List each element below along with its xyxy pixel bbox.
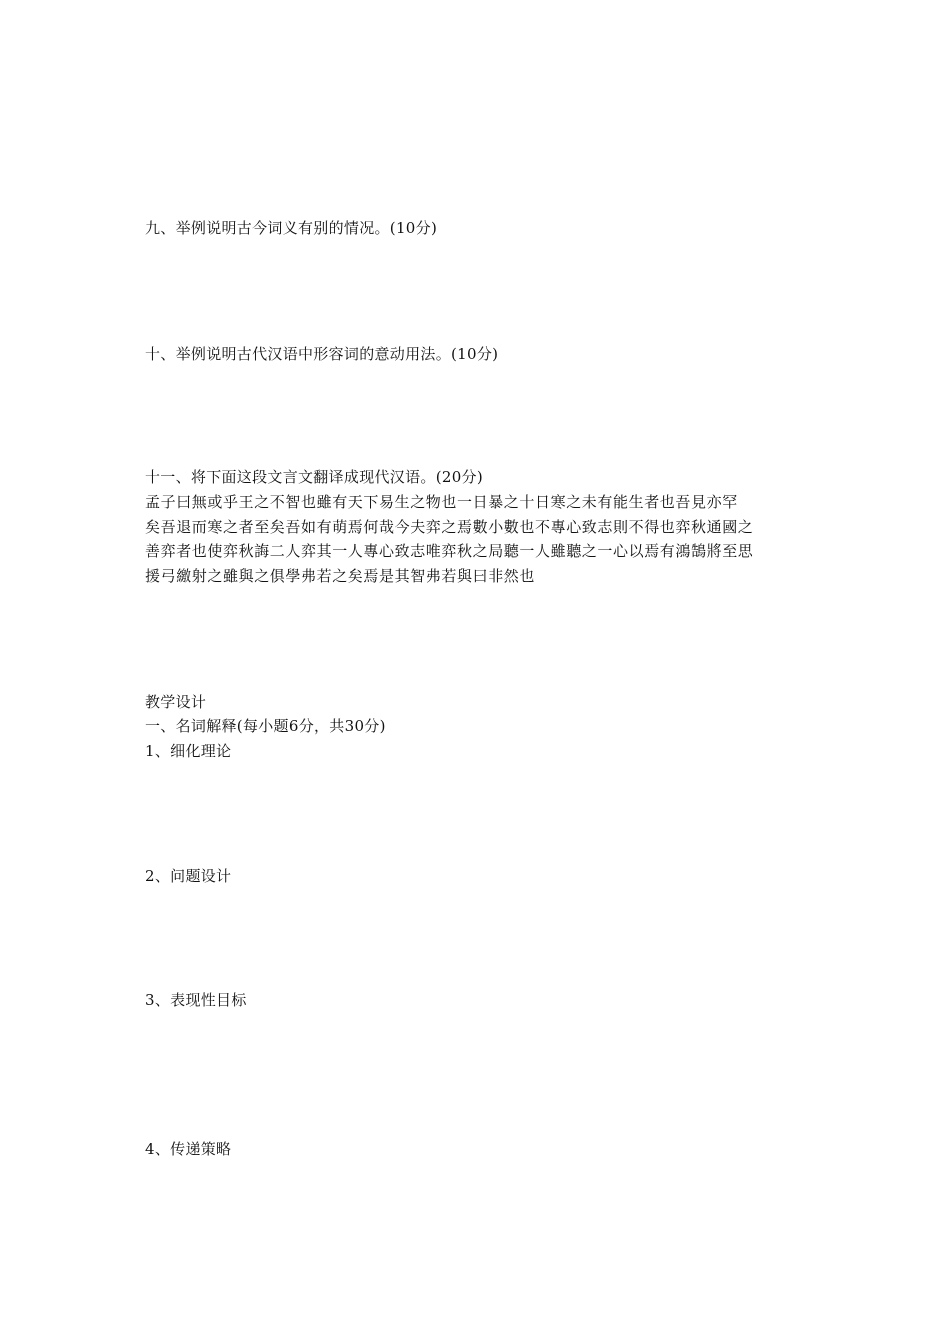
passage-line: 矣吾退而寒之者至矣吾如有萌焉何哉今夫弈之焉數小數也不專心致志則不得也弈秋通國之 [145, 517, 754, 536]
passage-line: 援弓繳射之雖與之俱學弗若之矣焉是其智弗若與曰非然也 [145, 566, 536, 585]
term-item-3: 3、表现性目标 [145, 991, 247, 1009]
question-11: 十一、将下面这段文言文翻译成现代汉语。(20分) [145, 468, 483, 486]
section-heading-term-explanation: 一、名词解释(每小题6分，共30分) [145, 717, 386, 735]
term-item-2: 2、问题设计 [145, 867, 232, 885]
question-10: 十、举例说明古代汉语中形容词的意动用法。(10分) [145, 345, 499, 363]
passage-line: 善弈者也使弈秋誨二人弈其一人專心致志唯弈秋之局聽一人雖聽之一心以焉有鴻鵠將至思 [145, 542, 754, 560]
passage-line: 孟子曰無或乎王之不智也雖有天下易生之物也一日暴之十日寒之未有能生者也吾見亦罕 [145, 493, 738, 511]
section-title-teaching-design: 教学设计 [145, 693, 207, 711]
question-9: 九、举例说明古今词义有别的情况。(10分) [145, 219, 438, 237]
classical-chinese-passage [145, 490, 825, 588]
term-item-1: 1、细化理论 [145, 742, 232, 760]
term-item-4: 4、传递策略 [145, 1140, 232, 1158]
